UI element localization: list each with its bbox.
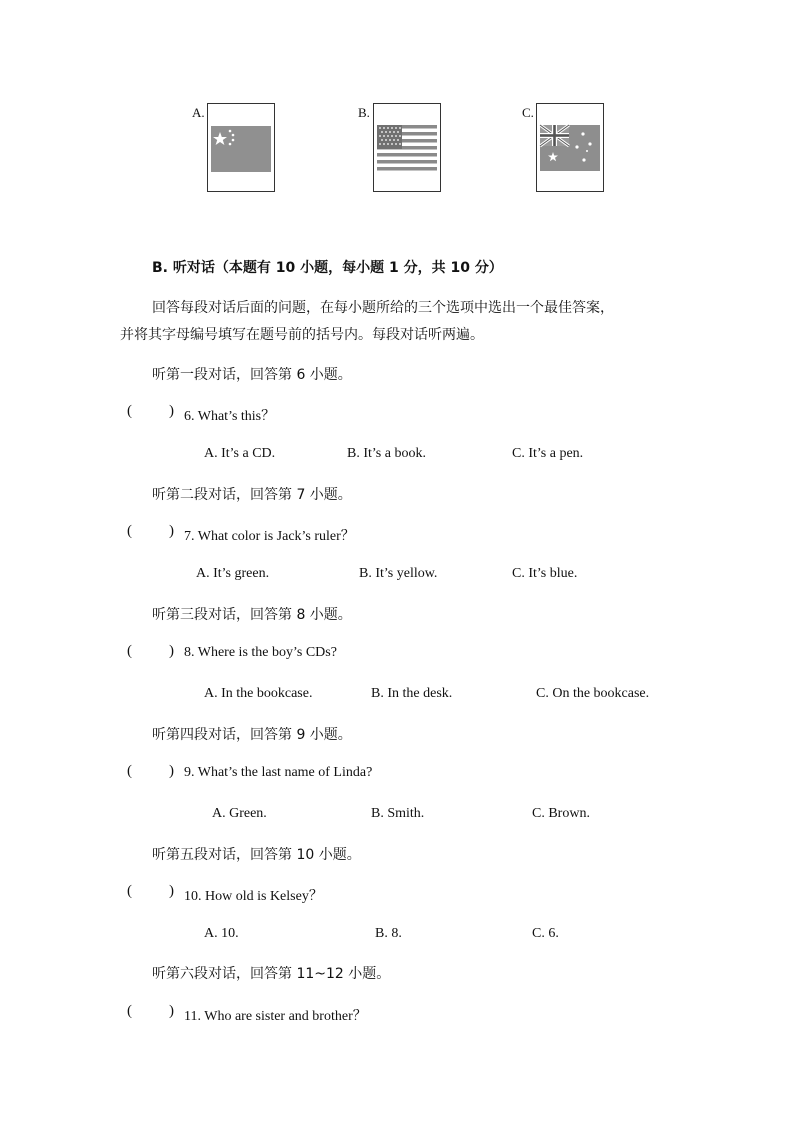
option-c: C. 6.: [532, 926, 559, 941]
instruction-line-2: 并将其字母编号填写在题号前的括号内。每段对话听两遍。: [120, 327, 484, 343]
answer-paren-close: ): [169, 883, 174, 899]
option-b: B. It’s yellow.: [359, 566, 438, 581]
china-flag-icon: [207, 103, 275, 192]
option-a: A. It’s green.: [196, 566, 270, 581]
usa-flag-icon: [373, 103, 441, 192]
option-b: B. Smith.: [371, 806, 425, 821]
option-c: C. It’s blue.: [512, 566, 578, 581]
dialog-heading: 听第五段对话，回答第 10 小题。: [152, 847, 361, 863]
option-a: A. In the bookcase.: [204, 686, 313, 701]
option-a: A. 10.: [204, 926, 239, 941]
dialog-heading: 听第三段对话，回答第 8 小题。: [152, 607, 352, 623]
flag-label-c: C.: [522, 105, 534, 120]
answer-paren-open: (: [127, 763, 132, 779]
answer-paren-close: ): [169, 763, 174, 779]
option-a: A. It’s a CD.: [204, 446, 276, 461]
answer-paren-close: ): [169, 1003, 174, 1019]
answer-paren-close: ): [169, 523, 174, 539]
dialog-heading: 听第六段对话，回答第 11~12 小题。: [152, 966, 391, 982]
australia-flag-icon: [536, 103, 604, 192]
question-text: 11. Who are sister and brother？: [184, 1009, 367, 1024]
answer-paren-open: (: [127, 523, 132, 539]
option-c: C. On the bookcase.: [536, 686, 650, 701]
answer-paren-close: ): [169, 643, 174, 659]
question-text: 8. Where is the boy’s CDs?: [184, 645, 337, 660]
dialog-heading: 听第二段对话，回答第 7 小题。: [152, 487, 352, 503]
section-title: B. 听对话（本题有 10 小题，每小题 1 分，共 10 分）: [152, 260, 503, 276]
answer-paren-open: (: [127, 1003, 132, 1019]
answer-paren-close: ): [169, 403, 174, 419]
answer-paren-open: (: [127, 403, 132, 419]
option-c: C. Brown.: [532, 806, 590, 821]
option-b: B. It’s a book.: [347, 446, 426, 461]
dialog-heading: 听第一段对话，回答第 6 小题。: [152, 367, 352, 383]
answer-paren-open: (: [127, 643, 132, 659]
question-text: 6. What’s this？: [184, 409, 276, 424]
option-b: B. 8.: [375, 926, 402, 941]
flag-label-b: B.: [358, 105, 370, 120]
question-text: 7. What color is Jack’s ruler？: [184, 529, 355, 544]
instruction-line-1: 回答每段对话后面的问题，在每小题所给的三个选项中选出一个最佳答案，: [152, 300, 614, 316]
option-a: A. Green.: [212, 806, 267, 821]
answer-paren-open: (: [127, 883, 132, 899]
flag-label-a: A.: [192, 105, 205, 120]
question-text: 10. How old is Kelsey？: [184, 889, 323, 904]
option-b: B. In the desk.: [371, 686, 453, 701]
option-c: C. It’s a pen.: [512, 446, 584, 461]
dialog-heading: 听第四段对话，回答第 9 小题。: [152, 727, 352, 743]
question-text: 9. What’s the last name of Linda?: [184, 765, 373, 780]
